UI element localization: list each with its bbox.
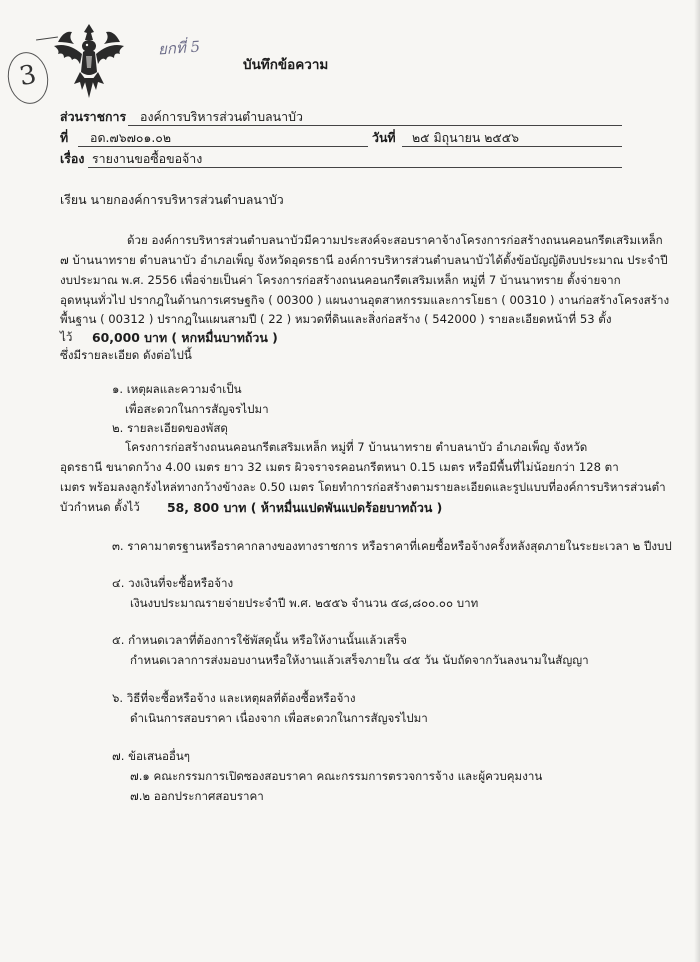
memo-title: บันทึกข้อความ bbox=[243, 57, 329, 73]
section-6-text: ดำเนินการสอบราคา เนื่องจาก เพื่อสะดวกในการสัญจรไปมา bbox=[130, 711, 428, 725]
section-4-text: เงินงบประมาณรายจ่ายประจำปี พ.ศ. ๒๕๕๖ จำนวน ๕๘,๘๐๐.๐๐ บาท bbox=[130, 596, 479, 610]
section-7-item-1: ๗.๑ คณะกรรมการเปิดซองสอบราคา คณะกรรมการตรวจการจ้าง และผู้ควบคุมงาน bbox=[130, 769, 543, 783]
scan-edge-shadow bbox=[694, 0, 700, 962]
handwritten-circle-number: 3 bbox=[4, 49, 52, 107]
section-1-text: เพื่อสะดวกในการสัญจรไปมา bbox=[125, 402, 269, 416]
salutation: เรียน นายกองค์การบริหารส่วนตำบลนาบัว bbox=[60, 192, 284, 207]
date-label: วันที่ bbox=[372, 130, 396, 145]
para1-line-3: งบประมาณ พ.ศ. 2556 เพื่อจ่ายเป็นค่า โครงการก่อสร้างถนนคอนกรีตเสริมเหล็ก หมู่ที่ 7 บ้านนาทราย ตั้งจ่ายจาก bbox=[60, 273, 621, 287]
date-underline bbox=[402, 146, 622, 147]
department-underline bbox=[128, 125, 622, 126]
para1-line-5: พื้นฐาน ( 00312 ) ปรากฎในแผนสามปี ( 22 ) หมวดที่ดินและสิ่งก่อสร้าง ( 542000 ) รายละเอียดหน้าที่ 53 ตั้ง bbox=[60, 312, 612, 326]
section-6-heading: ๖. วิธีที่จะซื้อหรือจ้าง และเหตุผลที่ต้องซื้อหรือจ้าง bbox=[112, 691, 356, 705]
department-label: ส่วนราชการ bbox=[60, 109, 127, 124]
ref-value: อด.๗๖๗๐๑.๐๒ bbox=[90, 130, 172, 145]
para1-end: ซึ่งมีรายละเอียด ดังต่อไปนี้ bbox=[60, 348, 192, 362]
para1-line-1: ด้วย องค์การบริหารส่วนตำบลนาบัวมีความประสงค์จะสอบราคาจ้างโครงการก่อสร้างถนนคอนกรีตเสริมเหล็ก bbox=[127, 233, 663, 247]
section-2-last-amount: 58, 800 บาท ( ห้าหมื่นแปดพันแปดร้อยบาทถ้วน ) bbox=[167, 500, 443, 515]
section-2-line-3: เมตร พร้อมลงลูกรังไหล่ทางกว้างข้างละ 0.50 เมตร โดยทำการก่อสร้างตามรายละเอียดและรูปแบบที่องค์การบริหารส่วนตำ bbox=[60, 480, 666, 494]
handwritten-note: ยกที่ 5 bbox=[157, 37, 201, 59]
subject-value: รายงานขอซื้อขอจ้าง bbox=[92, 151, 203, 166]
section-3-heading: ๓. ราคามาตรฐานหรือราคากลางของทางราชการ หรือราคาที่เคยซื้อหรือจ้างครั้งหลังสุดภายในระยะเวลา ๒ ปีงบป bbox=[112, 539, 672, 553]
section-2-line-2: อุดรธานี ขนาดกว้าง 4.00 เมตร ยาว 32 เมตร ผิวจราจรคอนกรีตหนา 0.15 เมตร หรือมีพื้นที่ไม่น้อยกว่า 128 ตา bbox=[60, 460, 619, 474]
section-4-heading: ๔. วงเงินที่จะซื้อหรือจ้าง bbox=[112, 576, 234, 590]
ref-label: ที่ bbox=[60, 130, 69, 145]
section-2-heading: ๒. รายละเอียดของพัสดุ bbox=[112, 421, 228, 435]
department-value: องค์การบริหารส่วนตำบลนาบัว bbox=[140, 109, 303, 124]
section-7-heading: ๗. ข้อเสนออื่นๆ bbox=[112, 749, 191, 763]
date-value: ๒๕ มิถุนายน ๒๕๕๖ bbox=[412, 130, 520, 145]
para1-line-2: ๗ บ้านนาทราย ตำบลนาบัว อำเภอเพ็ญ จังหวัดอุดรธานี องค์การบริหารส่วนตำบลนาบัวได้ตั้งข้อบัญญัติงบประมาณ ประจำปี bbox=[60, 253, 668, 267]
amount-prefix: ไว้ bbox=[60, 330, 73, 344]
ref-underline bbox=[78, 146, 368, 147]
section-2-line-1: โครงการก่อสร้างถนนคอนกรีตเสริมเหล็ก หมู่ที่ 7 บ้านนาทราย ตำบลนาบัว อำเภอเพ็ญ จังหวัด bbox=[125, 440, 588, 454]
section-7-item-2: ๗.๒ ออกประกาศสอบราคา bbox=[130, 789, 264, 803]
section-1-heading: ๑. เหตุผลและความจำเป็น bbox=[112, 382, 242, 396]
amount-line: 60,000 บาท ( หกหมื่นบาทถ้วน ) bbox=[92, 330, 278, 345]
subject-underline bbox=[88, 167, 622, 168]
para1-line-4: อุดหนุนทั่วไป ปรากฎในด้านการเศรษฐกิจ ( 00300 ) แผนงานอุตสาหกรรมและการโยธา ( 00310 ) งานก่อสร้างโครงสร้าง bbox=[60, 293, 670, 307]
garuda-emblem-icon bbox=[50, 22, 128, 100]
section-5-heading: ๕. กำหนดเวลาที่ต้องการใช้พัสดุนั้น หรือให้งานนั้นแล้วเสร็จ bbox=[112, 633, 407, 647]
section-2-last-prefix: บัวกำหนด ตั้งไว้ bbox=[60, 500, 140, 514]
section-5-text: กำหนดเวลาการส่งมอบงานหรือให้งานแล้วเสร็จภายใน ๔๕ วัน นับถัดจากวันลงนามในสัญญา bbox=[130, 653, 589, 667]
subject-label: เรื่อง bbox=[60, 151, 85, 166]
